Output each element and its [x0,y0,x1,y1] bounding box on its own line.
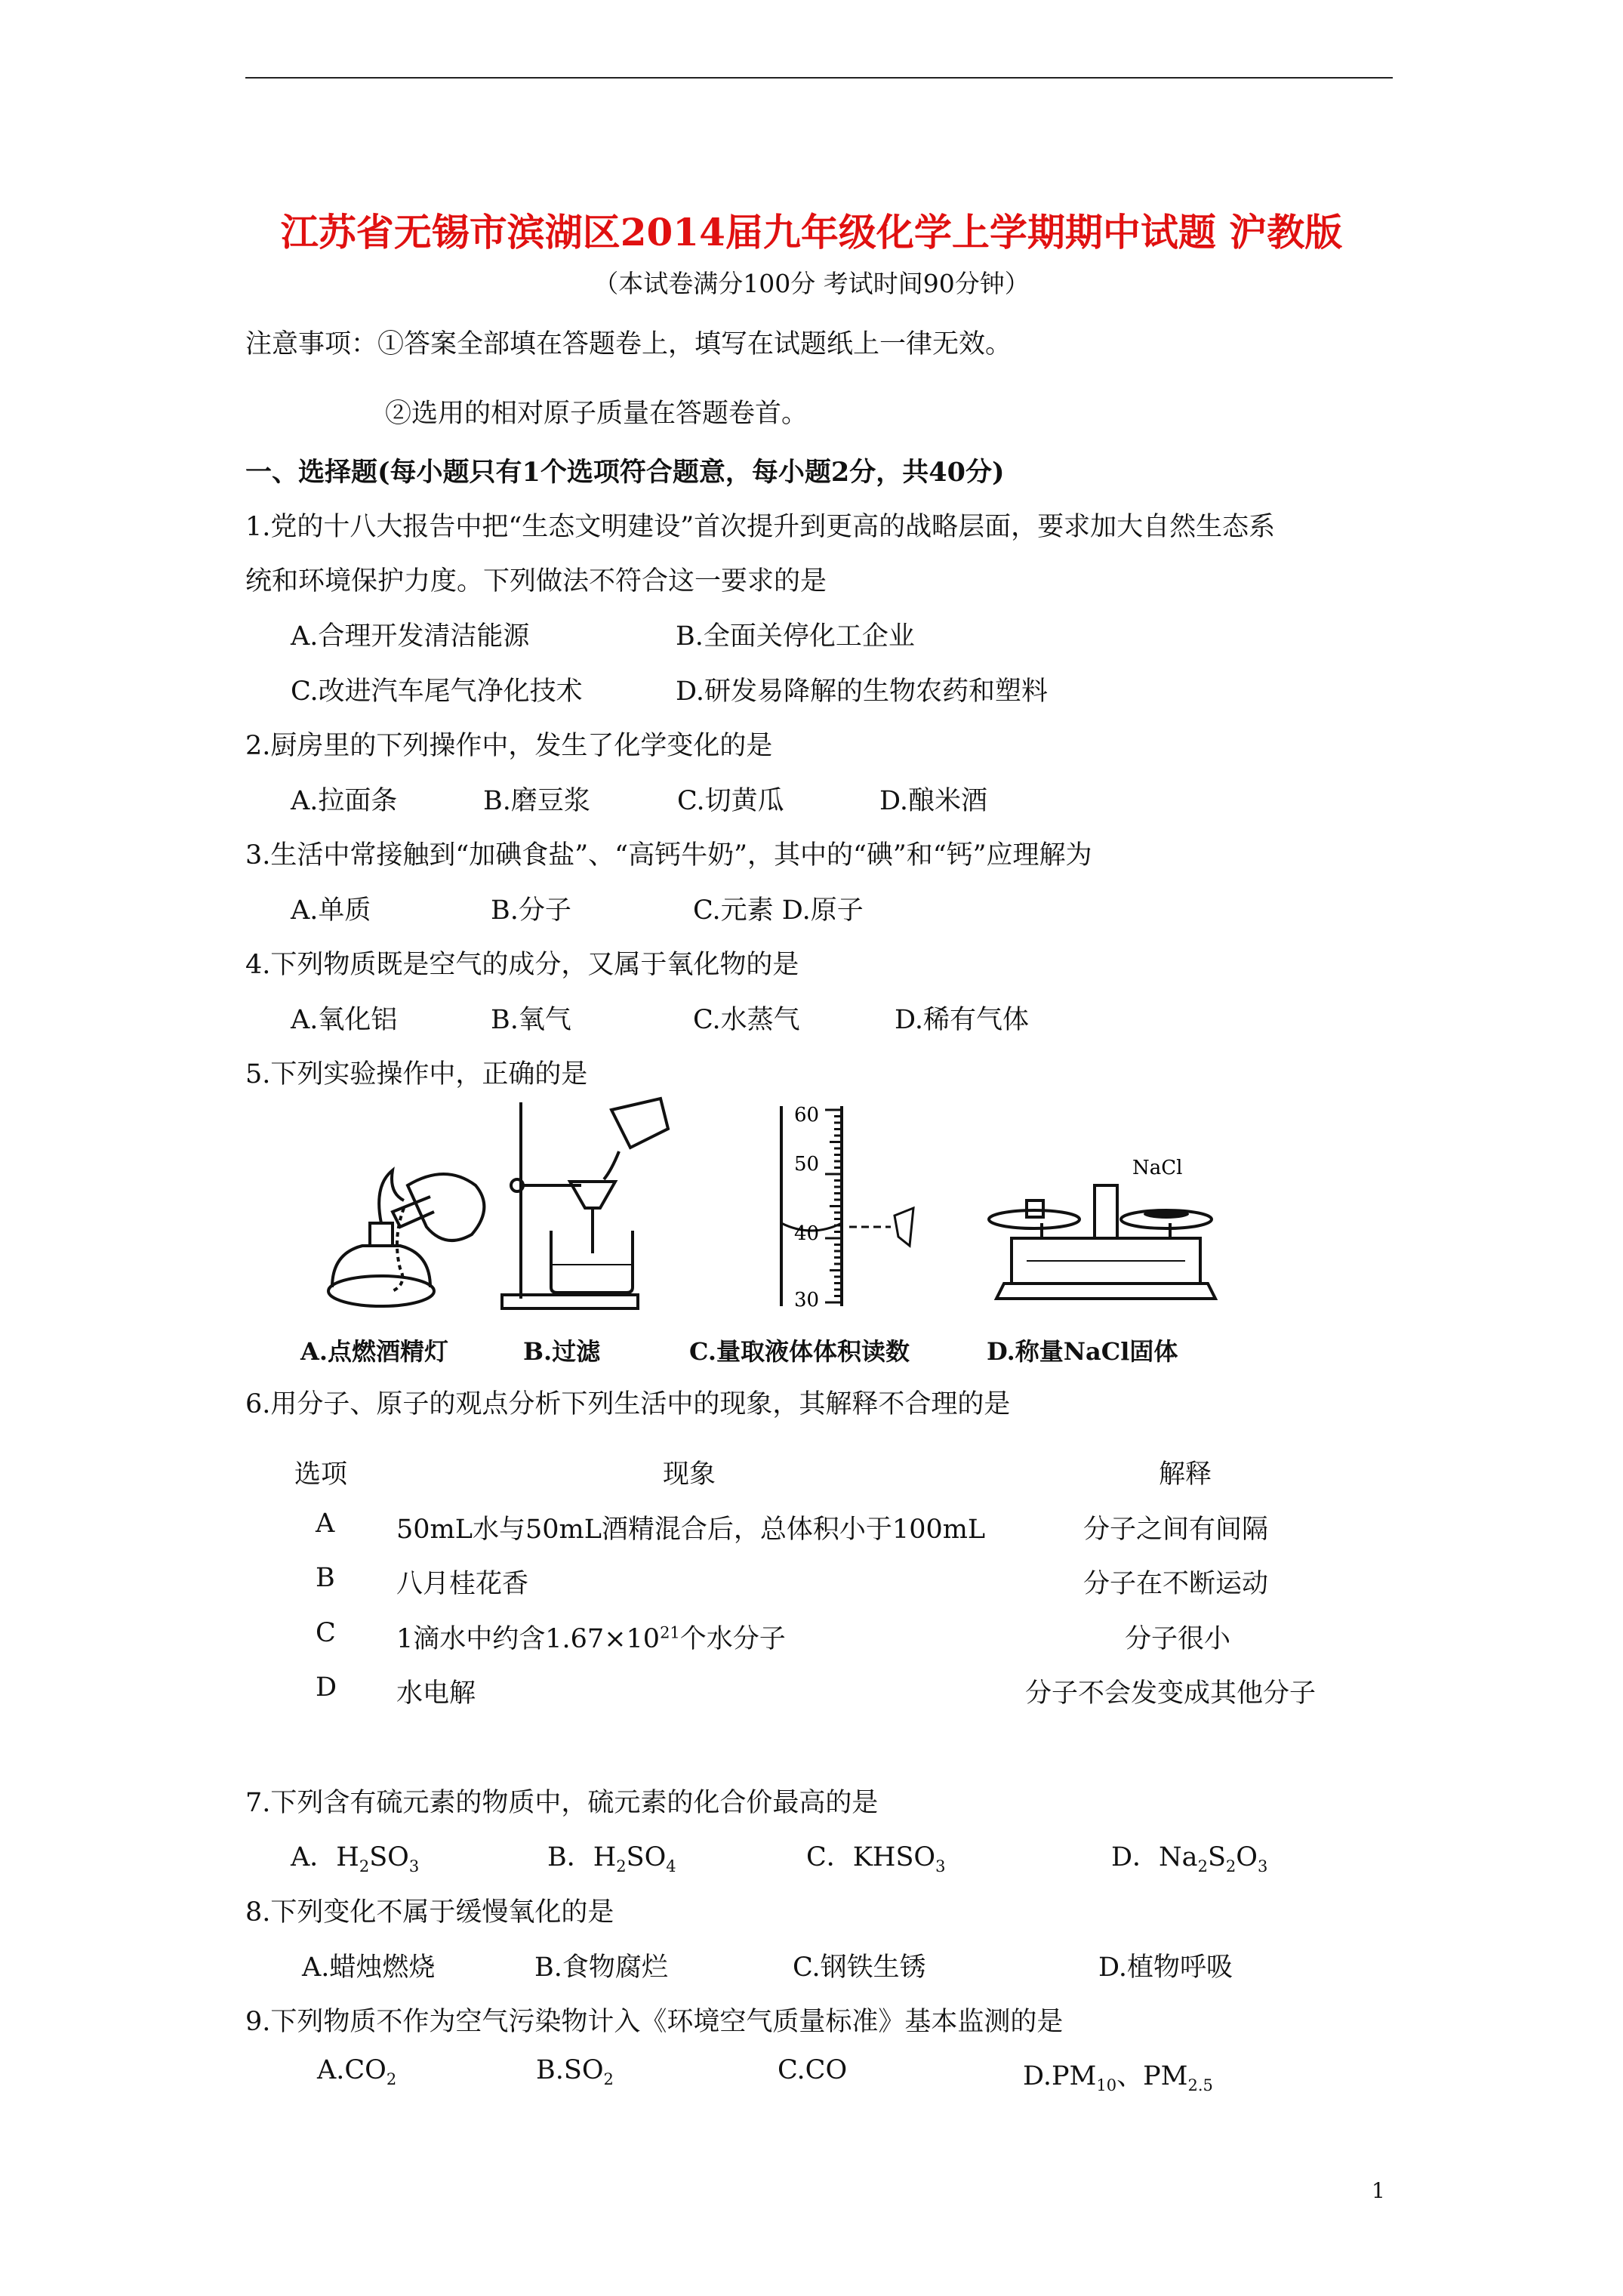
table-row-c-phenomenon: 1滴水中约含$1.67\times 10^{21}$个水分子 [396,1623,786,1654]
figure-filtration [498,1095,679,1314]
q1-option-a: A.合理开发清洁能源 [291,621,530,652]
table-row-b-phenomenon: 八月桂花香 [396,1569,529,1599]
q1-option-b: B.全面关停化工企业 [676,621,915,652]
q9-option-d: $D.PM_{10}$、$PM_{2.5}$ [1023,2061,1213,2094]
q2-stem: 2.厨房里的下列操作中，发生了化学变化的是 [245,731,773,761]
figure-balance [981,1140,1230,1314]
q9-option-b: $B.SO_2$ [536,2055,614,2088]
q7-option-b: B．$H_2SO_4$ [547,1842,676,1875]
figure-caption-c: C.量取液体体积读数 [689,1337,910,1366]
table-row-a-phenomenon: 50mL水与50mL酒精混合后，总体积小于100mL [396,1515,986,1545]
figure-cylinder [778,1102,944,1314]
cylinder-tick-30: 30 [794,1289,820,1311]
table-row-b-option: B [316,1563,335,1593]
cylinder-tick-50: 50 [794,1153,820,1176]
q2-option-d: D.酿米酒 [879,786,987,816]
table-row-c-option: C [316,1618,336,1648]
q7-option-d: D．$Na_2S_2O_3$ [1111,1842,1268,1875]
q3-option-cd: C.元素 D.原子 [693,895,864,926]
figure-caption-b: B.过滤 [523,1337,601,1366]
q4-option-b: B.氧气 [491,1005,571,1035]
page-number: 1 [1372,2178,1385,2203]
page-title: 江苏省无锡市滨湖区2014届九年级化学上学期期中试题 沪教版 [280,210,1343,254]
table-row-b-explanation: 分子在不断运动 [1083,1569,1269,1599]
q1-option-d: D.研发易降解的生物农药和塑料 [676,676,1048,707]
q1-stem-line-1: 1.党的十八大报告中把“生态文明建设”首次提升到更高的战略层面，要求加大自然生态系 [245,512,1276,542]
cylinder-tick-60: 60 [794,1104,820,1126]
q2-option-a: A.拉面条 [291,786,398,816]
table-row-d-explanation: 分子不会发变成其他分子 [1025,1678,1317,1709]
q3-option-b: B.分子 [491,895,571,926]
table-row-a-explanation: 分子之间有间隔 [1083,1515,1269,1545]
q7-option-c: C．$KHSO_3$ [806,1842,946,1875]
table-header-explanation: 解释 [1159,1459,1212,1490]
table-row-c-explanation: 分子很小 [1125,1624,1231,1654]
q4-option-a: A.氧化铝 [291,1005,398,1035]
q7-option-a: A．$H_2SO_3$ [291,1842,420,1875]
q4-stem: 4.下列物质既是空气的成分，又属于氧化物的是 [245,950,799,980]
figure-alcohol-lamp [317,1140,506,1314]
cylinder-tick-40: 40 [794,1222,820,1245]
table-row-d-option: D [316,1672,337,1703]
balance-nacl-label: NaCl [1132,1157,1183,1179]
header-rule [245,77,1393,79]
notes-line-2: ②选用的相对原子质量在答题卷首。 [385,399,808,429]
q8-stem: 8.下列变化不属于缓慢氧化的是 [245,1897,614,1928]
q8-option-a: A.蜡烛燃烧 [302,1952,436,1983]
q8-option-d: D.植物呼吸 [1098,1952,1233,1983]
table-header-option: 选项 [294,1459,348,1490]
q9-option-a: $A.CO_2$ [317,2055,397,2088]
q4-option-d: D.稀有气体 [895,1005,1029,1035]
table-row-a-option: A [316,1509,335,1539]
q7-stem: 7.下列含有硫元素的物质中，硫元素的化合价最高的是 [245,1788,879,1818]
section-heading: 一、选择题(每小题只有1个选项符合题意，每小题2分，共40分) [245,457,1005,488]
q8-option-c: C.钢铁生锈 [793,1952,926,1983]
q9-stem: 9.下列物质不作为空气污染物计入《环境空气质量标准》基本监测的是 [245,2007,1064,2037]
q4-option-c: C.水蒸气 [693,1005,800,1035]
q8-option-b: B.食物腐烂 [534,1952,668,1983]
notes-line-1: 注意事项：①答案全部填在答题卷上，填写在试题纸上一律无效。 [245,329,1012,359]
exam-info: （本试卷满分100分 考试时间90分钟） [593,269,1030,298]
table-row-d-phenomenon: 水电解 [396,1678,476,1709]
figure-caption-a: A.点燃酒精灯 [300,1337,448,1366]
q1-option-c: C.改进汽车尾气净化技术 [291,676,583,707]
q1-stem-line-2: 统和环境保护力度。下列做法不符合这一要求的是 [245,566,827,596]
q3-option-a: A.单质 [291,895,371,926]
q5-stem: 5.下列实验操作中，正确的是 [245,1059,588,1089]
q2-option-c: C.切黄瓜 [677,786,784,816]
table-header-phenomenon: 现象 [663,1459,716,1490]
q3-stem: 3.生活中常接触到“加碘食盐”、“高钙牛奶”，其中的“碘”和“钙”应理解为 [245,840,1092,871]
q2-option-b: B.磨豆浆 [483,786,590,816]
figure-caption-d: D.称量NaCl固体 [987,1337,1178,1366]
q6-stem: 6.用分子、原子的观点分析下列生活中的现象，其解释不合理的是 [245,1389,1011,1419]
q9-option-c: C.CO [778,2055,848,2085]
